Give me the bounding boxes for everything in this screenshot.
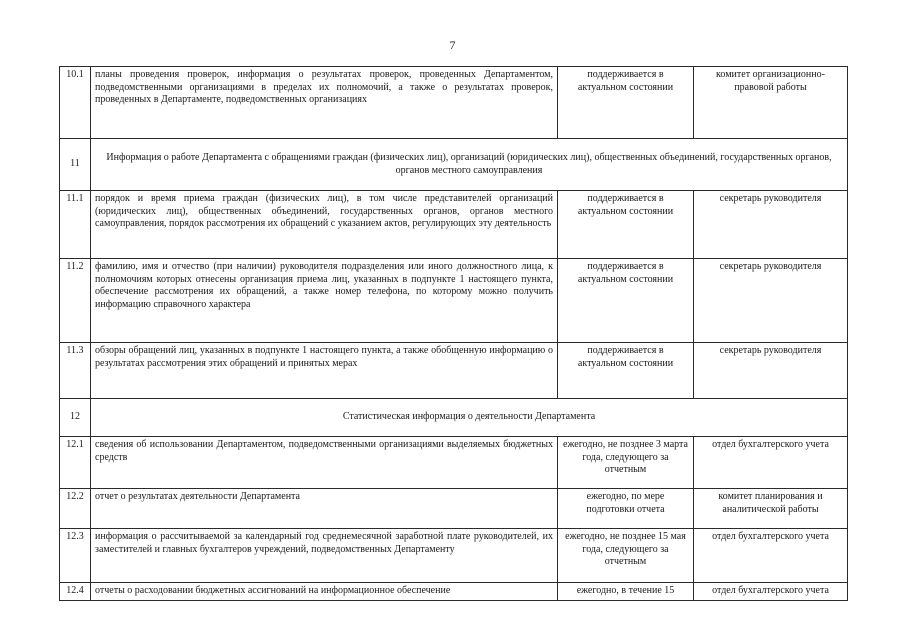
table-row: [60, 529, 848, 583]
item-responsible: отдел бухгалтерского учета: [694, 437, 848, 489]
item-number: 12.1: [60, 437, 91, 489]
item-responsible: секретарь руководителя: [694, 259, 848, 343]
item-description: информация о рассчитываемой за календарный год среднемесячной заработной плате руководителей, их заместителей и главных бухгалтеров учреждений, подведомственных Департаменту: [91, 529, 558, 583]
item-responsible: отдел бухгалтерского учета: [694, 583, 848, 601]
item-number: 12.4: [60, 583, 91, 601]
section-row: [60, 399, 848, 437]
item-number: 12.3: [60, 529, 91, 583]
item-responsible: комитет организационно-правовой работы: [694, 67, 848, 139]
item-number: 11.2: [60, 259, 91, 343]
document-table: [59, 66, 848, 601]
item-number: 12.2: [60, 489, 91, 529]
section-title: Статистическая информация о деятельности Департамента: [91, 399, 848, 437]
item-description: отчет о результатах деятельности Департамента: [91, 489, 558, 529]
item-description: фамилию, имя и отчество (при наличии) руководителя подразделения или иного должностного лица, к полномочиям которых отнесены организация приема лиц, указанных в подпункте 1 настоящего пункта, обеспечение рассмотрения их обращений, а также номер телефона, по которому можно получить информацию справочного характера: [91, 259, 558, 343]
item-term: поддерживается в актуальном состоянии: [558, 67, 694, 139]
item-description: порядок и время приема граждан (физических лиц), в том числе представителей организаций (юридических лиц), общественных объединений, государственных органов, органов местного самоуправления, порядок рассмотрения их обращений с указанием актов, регулирующих эту деятельность: [91, 191, 558, 259]
item-responsible: комитет планирования и аналитической работы: [694, 489, 848, 529]
item-term: ежегодно, не позднее 15 мая года, следующего за отчетным: [558, 529, 694, 583]
item-number: 11.1: [60, 191, 91, 259]
item-term: поддерживается в актуальном состоянии: [558, 191, 694, 259]
page-number: 7: [449, 38, 456, 52]
item-responsible: отдел бухгалтерского учета: [694, 529, 848, 583]
item-description: планы проведения проверок, информация о результатах проверок, проведенных Департаментом, подведомственными организациями в пределах их полномочий, а также о результатах проверок, проведенных в Департаменте, подведомственных организациях: [91, 67, 558, 139]
table-row: [60, 259, 848, 343]
table-row: [60, 437, 848, 489]
item-number: 11.3: [60, 343, 91, 399]
section-number: 11: [60, 139, 91, 191]
item-description: сведения об использовании Департаментом, подведомственными организациями выделяемых бюджетных средств: [91, 437, 558, 489]
item-responsible: секретарь руководителя: [694, 343, 848, 399]
item-term: поддерживается в актуальном состоянии: [558, 343, 694, 399]
table-row: [60, 489, 848, 529]
item-description: обзоры обращений лиц, указанных в подпункте 1 настоящего пункта, а также обобщенную информацию о результатах рассмотрения этих обращений и принятых мерах: [91, 343, 558, 399]
section-row: [60, 139, 848, 191]
section-number: 12: [60, 399, 91, 437]
table-row: [60, 343, 848, 399]
item-description: отчеты о расходовании бюджетных ассигнований на информационное обеспечение: [91, 583, 558, 601]
table-row: [60, 67, 848, 139]
table-row: [60, 191, 848, 259]
table-row: [60, 583, 848, 601]
item-term: ежегодно, по мере подготовки отчета: [558, 489, 694, 529]
item-term: ежегодно, в течение 15: [558, 583, 694, 601]
item-number: 10.1: [60, 67, 91, 139]
item-term: ежегодно, не позднее 3 марта года, следующего за отчетным: [558, 437, 694, 489]
item-responsible: секретарь руководителя: [694, 191, 848, 259]
section-title: Информация о работе Департамента с обращениями граждан (физических лиц), организаций (юридических лиц), общественных объединений, государственных органов, органов местного самоуправления: [91, 139, 848, 191]
item-term: поддерживается в актуальном состоянии: [558, 259, 694, 343]
